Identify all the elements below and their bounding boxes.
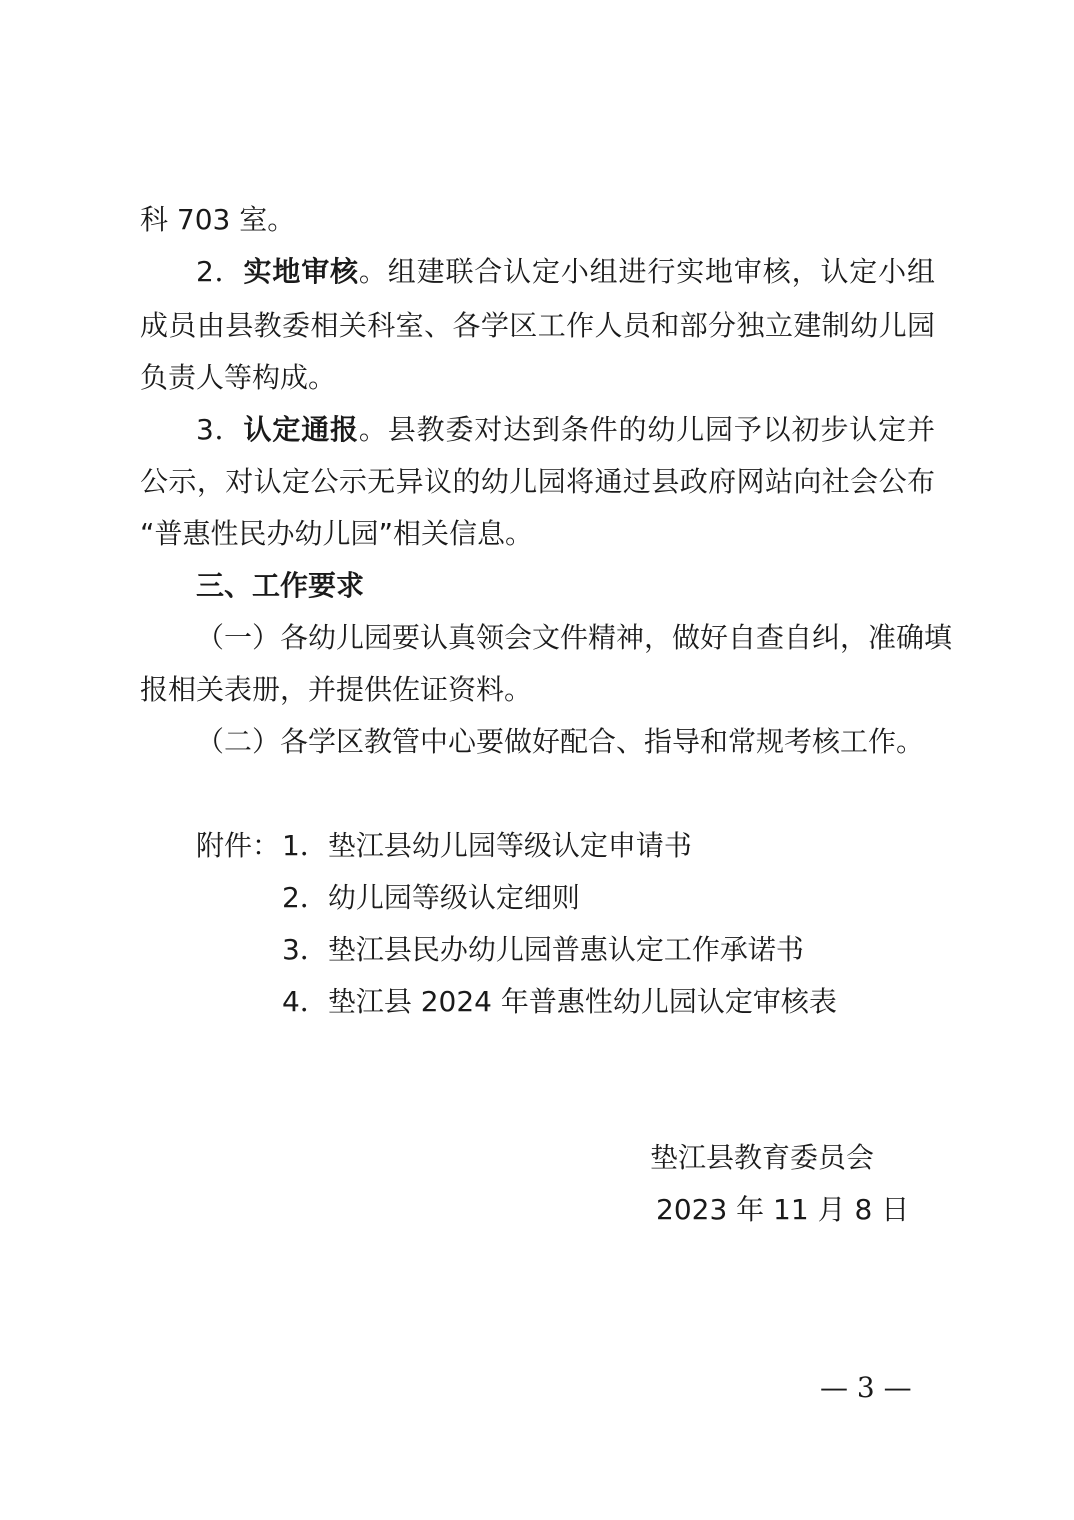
paragraph-3-line-2: 公示，对认定公示无异议的幼儿园将通过县政府网站向社会公布 [140,465,935,498]
requirement-2-line-1: （二）各学区教管中心要做好配合、指导和常规考核工作。 [196,725,925,758]
signature-organization: 垫江县教育委员会 [650,1141,875,1174]
body-line-1: 科 703 室。 [140,203,296,236]
paragraph-3-number: 3． [196,413,244,446]
page-number: — 3 — [820,1371,912,1404]
paragraph-3-heading: 认定通报 [243,413,359,446]
paragraph-2-number: 2． [196,255,244,288]
attachments-label: 附件： [196,829,281,862]
paragraph-3-line-3: “普惠性民办幼儿园”相关信息。 [140,517,534,550]
paragraph-3-text: 。县教委对达到条件的幼儿园予以初步认定并 [358,413,935,446]
attachment-item-2: 2．幼儿园等级认定细则 [282,881,580,914]
paragraph-2-text: 。组建联合认定小组进行实地审核，认定小组 [358,255,935,288]
attachment-item-4: 4．垫江县 2024 年普惠性幼儿园认定审核表 [282,985,837,1018]
paragraph-3-line-1 [196,410,935,450]
section-heading: 三、工作要求 [196,569,365,602]
paragraph-2-heading: 实地审核 [243,255,359,288]
attachment-item-3: 3．垫江县民办幼儿园普惠认定工作承诺书 [282,933,804,966]
signature-date: 2023 年 11 月 8 日 [656,1193,910,1226]
requirement-1-line-2: 报相关表册，并提供佐证资料。 [140,673,533,706]
paragraph-2-line-2: 成员由县教委相关科室、各学区工作人员和部分独立建制幼儿园 [140,309,935,342]
requirement-1-line-1: （一）各幼儿园要认真领会文件精神，做好自查自纠，准确填 [196,621,953,654]
paragraph-2-line-1 [196,252,935,292]
attachment-item-1: 1．垫江县幼儿园等级认定申请书 [282,829,692,862]
paragraph-2-line-3: 负责人等构成。 [140,361,337,394]
